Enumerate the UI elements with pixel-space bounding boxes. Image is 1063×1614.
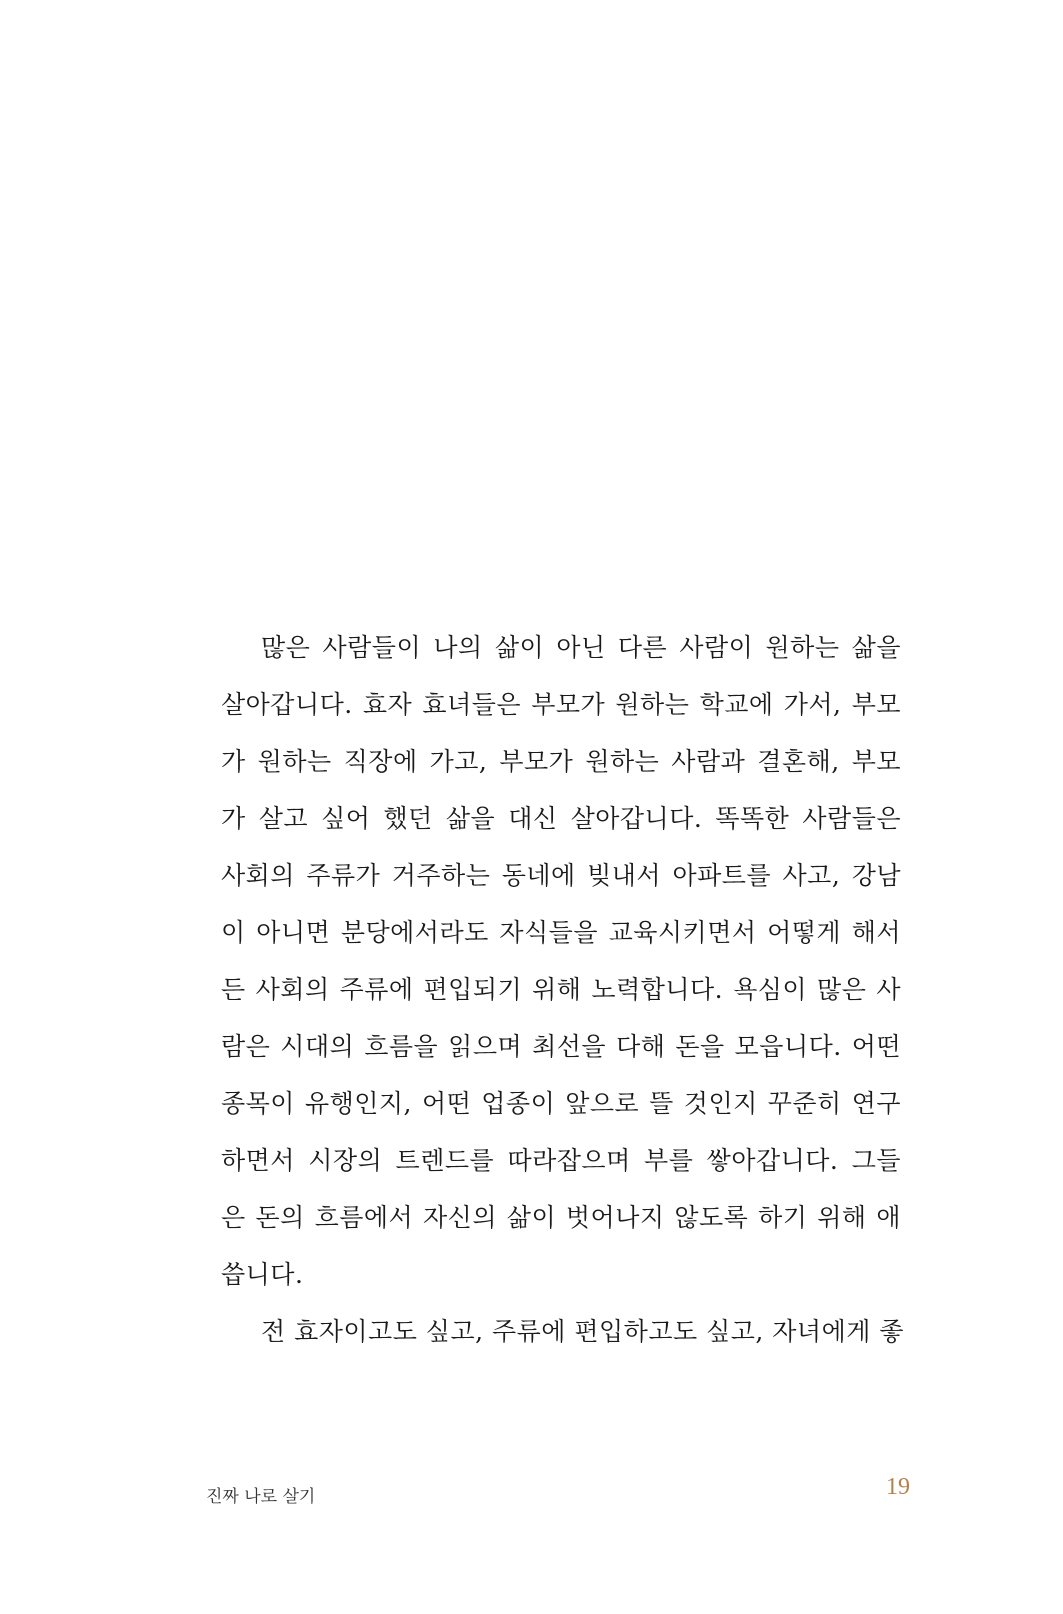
text-line: 씁니다. <box>221 1260 304 1289</box>
text-line: 람은 시대의 흐름을 읽으며 최선을 다해 돈을 모읍니다. 어떤 <box>221 1032 901 1061</box>
text-line: 가 원하는 직장에 가고, 부모가 원하는 사람과 결혼해, 부모 <box>221 747 901 776</box>
text-line: 사회의 주류가 거주하는 동네에 빚내서 아파트를 사고, 강남 <box>221 861 901 890</box>
text-line: 살아갑니다. 효자 효녀들은 부모가 원하는 학교에 가서, 부모 <box>221 690 901 719</box>
text-line: 하면서 시장의 트렌드를 따라잡으며 부를 쌓아갑니다. 그들 <box>221 1146 901 1175</box>
text-line: 가 살고 싶어 했던 삶을 대신 살아갑니다. 똑똑한 사람들은 <box>221 804 901 833</box>
text-line: 든 사회의 주류에 편입되기 위해 노력합니다. 욕심이 많은 사 <box>221 975 901 1004</box>
text-line: 많은 사람들이 나의 삶이 아닌 다른 사람이 원하는 삶을 <box>261 633 901 662</box>
body-text <box>221 619 904 1360</box>
running-footer-title: 진짜 나로 살기 <box>206 1487 316 1507</box>
text-line: 이 아니면 분당에서라도 자식들을 교육시키면서 어떻게 해서 <box>221 918 901 947</box>
text-line: 종목이 유행인지, 어떤 업종이 앞으로 뜰 것인지 꾸준히 연구 <box>221 1089 901 1118</box>
text-line: 전 효자이고도 싶고, 주류에 편입하고도 싶고, 자녀에게 좋 <box>261 1317 904 1346</box>
text-line: 은 돈의 흐름에서 자신의 삶이 벗어나지 않도록 하기 위해 애 <box>221 1203 901 1232</box>
page-number: 19 <box>886 1474 910 1500</box>
